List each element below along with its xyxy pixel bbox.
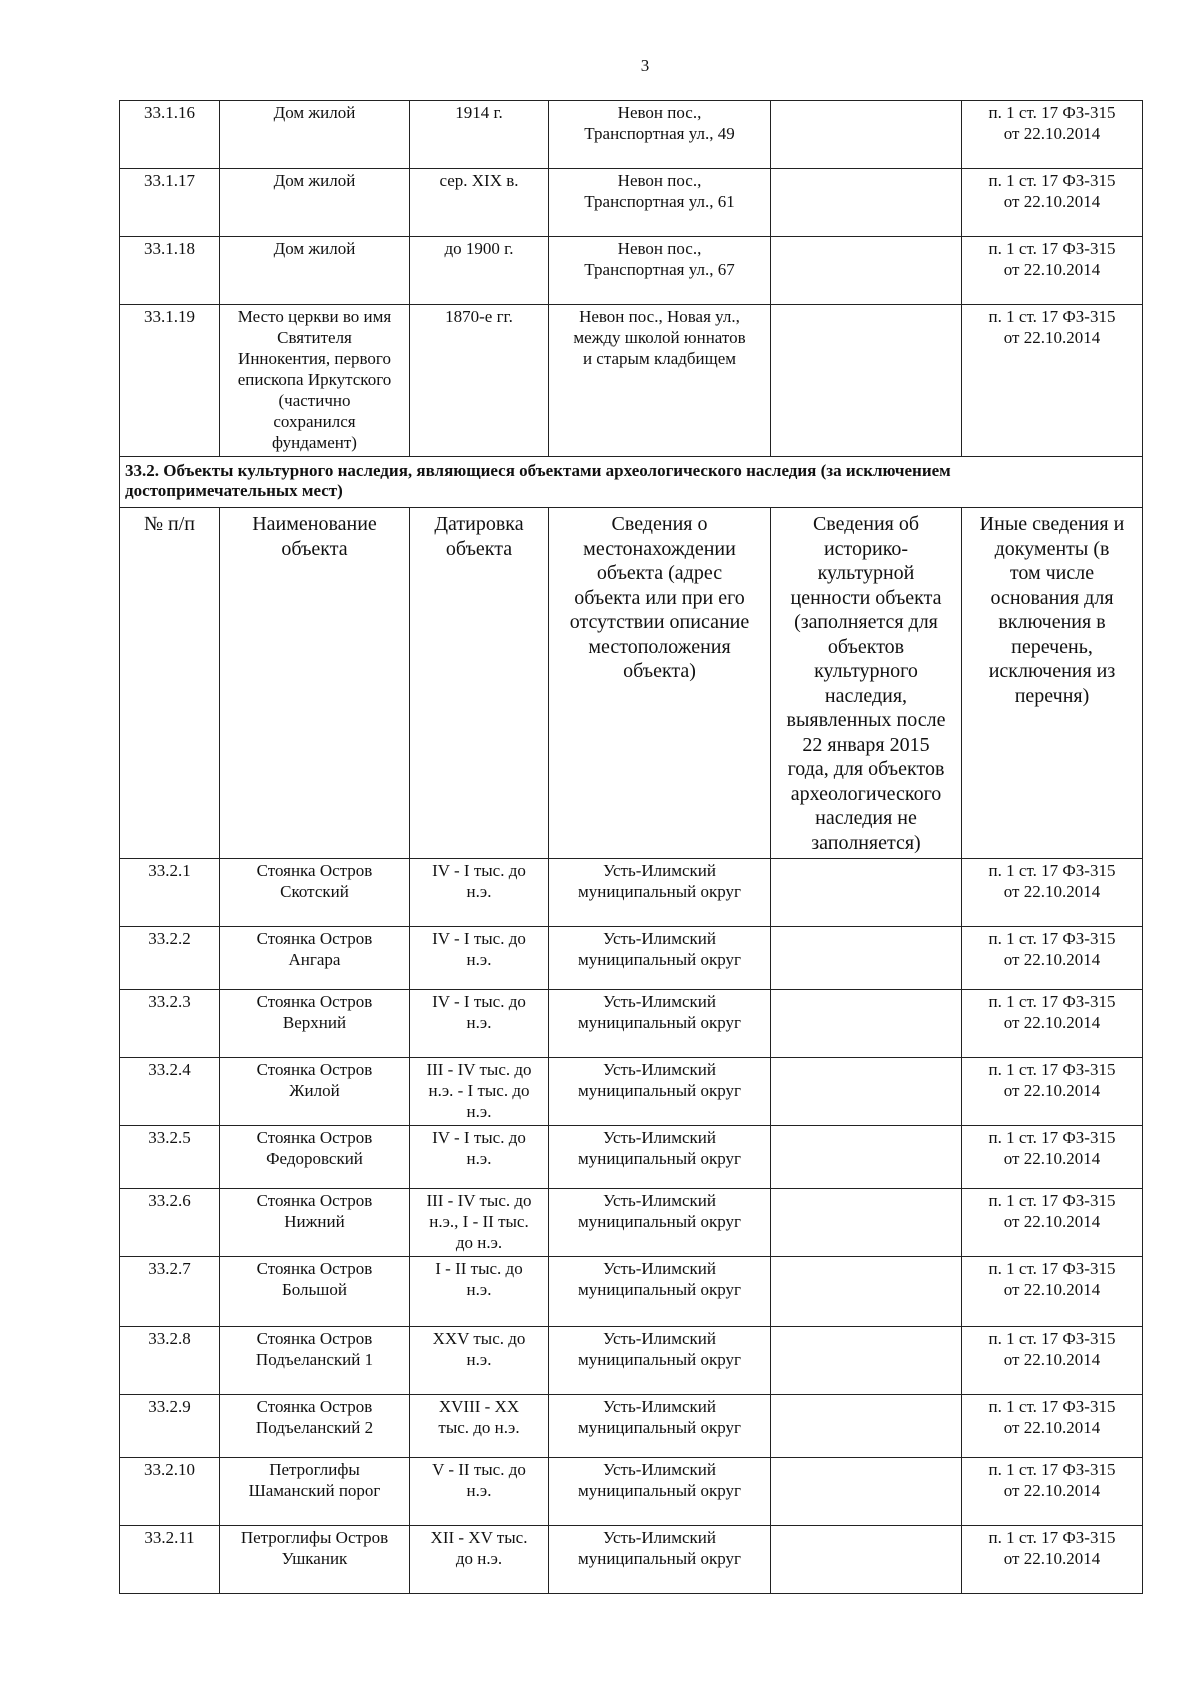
cell-location: [549, 169, 771, 237]
cell-documents: [962, 990, 1143, 1058]
cell-line: от 22.10.2014: [1003, 260, 1101, 279]
cell-line: Невон пос.,: [617, 171, 702, 190]
cell-line: Усть-Илимский: [603, 1060, 716, 1079]
table-row: [120, 305, 1143, 457]
cell-line: 22 января 2015: [802, 733, 930, 756]
cell-number: 33.2.9: [120, 1395, 220, 1458]
cell-line: н.э.: [466, 950, 492, 969]
cell-dating: [410, 1189, 549, 1257]
cell-name: [220, 1058, 410, 1126]
cell-line: п. 1 ст. 17 ФЗ-315: [988, 1259, 1116, 1278]
cell-cultural-value: [771, 1257, 962, 1327]
cell-name: [220, 859, 410, 927]
cell-number: 33.1.16: [120, 101, 220, 169]
table-row: [120, 1395, 1143, 1458]
header-num: [120, 508, 220, 859]
cell-documents: [962, 1327, 1143, 1395]
cell-line: п. 1 ст. 17 ФЗ-315: [988, 1528, 1116, 1547]
cell-line: Место церкви во имя: [237, 307, 392, 326]
cell-line: муниципальный округ: [577, 1013, 742, 1032]
cell-line: Транспортная ул., 67: [584, 260, 735, 279]
cell-line: объекта (адрес: [596, 562, 723, 584]
section-title-line: достопримечательных мест): [125, 481, 343, 500]
cell-line: п. 1 ст. 17 ФЗ-315: [988, 307, 1116, 326]
cell-dating: [410, 990, 549, 1058]
cell-name: [220, 990, 410, 1058]
cell-line: сер. XIX в.: [439, 171, 519, 190]
cell-line: от 22.10.2014: [1003, 1280, 1101, 1299]
cell-number: 33.1.19: [120, 305, 220, 457]
cell-line: 1914 г.: [455, 103, 503, 122]
cell-line: п. 1 ст. 17 ФЗ-315: [988, 1191, 1116, 1210]
cell-line: п. 1 ст. 17 ФЗ-315: [988, 1397, 1116, 1416]
cell-line: Стоянка Остров: [256, 1329, 373, 1348]
cell-name: [220, 169, 410, 237]
cell-line: н.э.: [466, 882, 492, 901]
cell-line: объекта или при его: [574, 586, 745, 609]
cell-line: XII - XV тыс.: [430, 1528, 528, 1547]
cell-line: года, для объектов: [787, 758, 945, 780]
table-row: [120, 1257, 1143, 1327]
cell-line: Подъеланский 1: [255, 1350, 374, 1369]
cell-line: Федоровский: [266, 1149, 363, 1168]
cell-documents: [962, 169, 1143, 237]
cell-dating: [410, 305, 549, 457]
cell-line: Дом жилой: [273, 103, 356, 122]
table-header-row: [120, 508, 1143, 859]
cell-line: п. 1 ст. 17 ФЗ-315: [988, 929, 1116, 948]
cell-line: наследия не: [815, 807, 917, 829]
cell-line: III - IV тыс. до: [426, 1191, 532, 1210]
cell-line: Стоянка Остров: [256, 1397, 373, 1416]
cell-line: перечень,: [1011, 635, 1093, 658]
cell-line: Верхний: [282, 1013, 347, 1032]
cell-line: Жилой: [289, 1081, 340, 1100]
cell-line: от 22.10.2014: [1003, 192, 1101, 211]
cell-line: Транспортная ул., 61: [584, 192, 735, 211]
cell-line: п. 1 ст. 17 ФЗ-315: [988, 239, 1116, 258]
cell-line: исключения из: [988, 660, 1116, 682]
cell-line: Невон пос.,: [617, 103, 702, 122]
cell-line: Усть-Илимский: [603, 992, 716, 1011]
cell-line: и старым кладбищем: [582, 349, 737, 368]
cell-line: Стоянка Остров: [256, 1060, 373, 1079]
cell-line: Святителя: [277, 328, 352, 347]
cell-line: ценности объекта: [790, 586, 942, 609]
cell-line: Стоянка Остров: [256, 1128, 373, 1147]
cell-number: 33.2.6: [120, 1189, 220, 1257]
header-date: [410, 508, 549, 859]
cell-line: от 22.10.2014: [1003, 1013, 1101, 1032]
cell-line: н.э.: [466, 1102, 492, 1121]
cell-line: н.э.: [466, 1149, 492, 1168]
cell-line: от 22.10.2014: [1003, 1081, 1101, 1100]
cell-location: [549, 990, 771, 1058]
cell-number: 33.1.18: [120, 237, 220, 305]
table-row: [120, 1189, 1143, 1257]
cell-dating: [410, 1327, 549, 1395]
cell-location: [549, 927, 771, 990]
cell-line: IV - I тыс. до: [432, 929, 526, 948]
cell-line: объектов: [827, 635, 905, 658]
cell-line: Ангара: [288, 950, 341, 969]
cell-line: н.э.: [466, 1481, 492, 1500]
header-location: [549, 508, 771, 859]
cell-line: местонахождении: [583, 537, 736, 560]
cell-line: перечня): [1014, 684, 1090, 707]
cell-line: Стоянка Остров: [256, 1259, 373, 1278]
cell-line: историко-: [823, 537, 909, 560]
cell-line: муниципальный округ: [577, 1481, 742, 1500]
cell-number: 33.2.2: [120, 927, 220, 990]
cell-line: муниципальный округ: [577, 1549, 742, 1568]
cell-line: Усть-Илимский: [603, 1397, 716, 1416]
cell-location: [549, 1058, 771, 1126]
cell-number: 33.2.5: [120, 1126, 220, 1189]
cell-location: [549, 1395, 771, 1458]
cell-cultural-value: [771, 1395, 962, 1458]
cell-number: 33.2.4: [120, 1058, 220, 1126]
cell-line: епископа Иркутского: [237, 370, 392, 389]
cell-line: Невон пос., Новая ул.,: [579, 307, 740, 326]
cell-location: [549, 1526, 771, 1594]
cell-line: Нижний: [284, 1212, 345, 1231]
cell-line: Сведения о: [611, 513, 708, 535]
cell-documents: [962, 305, 1143, 457]
cell-line: н.э.: [466, 1350, 492, 1369]
cell-line: Большой: [282, 1280, 347, 1299]
cell-line: до 1900 г.: [444, 239, 514, 258]
cell-dating: [410, 1395, 549, 1458]
cell-line: местоположения: [588, 635, 731, 658]
cell-name: [220, 1327, 410, 1395]
cell-line: № п/п: [143, 513, 196, 535]
cell-line: муниципальный округ: [577, 1149, 742, 1168]
cell-line: муниципальный округ: [577, 1350, 742, 1369]
cell-location: [549, 1189, 771, 1257]
cell-location: [549, 1126, 771, 1189]
cell-line: сохранился: [273, 412, 356, 431]
cell-line: от 22.10.2014: [1003, 882, 1101, 901]
cell-line: документы (в: [994, 537, 1110, 560]
cell-cultural-value: [771, 1526, 962, 1594]
cell-line: Иные сведения и: [979, 513, 1125, 535]
table-row: [120, 1058, 1143, 1126]
cell-cultural-value: [771, 1458, 962, 1526]
cell-line: от 22.10.2014: [1003, 124, 1101, 143]
cell-line: до н.э.: [455, 1549, 503, 1568]
table-row: [120, 1526, 1143, 1594]
cell-line: наследия,: [824, 684, 908, 707]
cell-dating: [410, 1526, 549, 1594]
header-name: [220, 508, 410, 859]
table-row: [120, 1458, 1143, 1526]
cell-line: Иннокентия, первого: [238, 349, 391, 368]
cell-line: н.э., I - II тыс.: [429, 1212, 529, 1231]
cell-cultural-value: [771, 1189, 962, 1257]
cell-number: 33.2.11: [120, 1526, 220, 1594]
cell-line: (частично: [278, 391, 351, 410]
cell-line: п. 1 ст. 17 ФЗ-315: [988, 992, 1116, 1011]
section-title: [120, 457, 1143, 508]
cell-line: п. 1 ст. 17 ФЗ-315: [988, 1128, 1116, 1147]
cell-documents: [962, 927, 1143, 990]
cell-cultural-value: [771, 927, 962, 990]
cell-documents: [962, 237, 1143, 305]
cell-line: от 22.10.2014: [1003, 1418, 1101, 1437]
cell-cultural-value: [771, 169, 962, 237]
cell-name: [220, 237, 410, 305]
cell-name: [220, 1395, 410, 1458]
cell-location: [549, 1257, 771, 1327]
cell-line: III - IV тыс. до: [426, 1060, 532, 1079]
cell-name: [220, 305, 410, 457]
cell-line: от 22.10.2014: [1003, 1212, 1101, 1231]
section-title-line: 33.2. Объекты культурного наследия, являющиеся объектами археологического наследия (за исключением: [125, 461, 951, 480]
cell-documents: [962, 1058, 1143, 1126]
cell-line: Усть-Илимский: [603, 1191, 716, 1210]
cell-dating: [410, 1458, 549, 1526]
cell-dating: [410, 927, 549, 990]
cell-line: Усть-Илимский: [603, 1528, 716, 1547]
cell-line: IV - I тыс. до: [432, 1128, 526, 1147]
table-row: [120, 1126, 1143, 1189]
table-row: [120, 859, 1143, 927]
cell-cultural-value: [771, 1058, 962, 1126]
cell-documents: [962, 1395, 1143, 1458]
cell-line: V - II тыс. до: [432, 1460, 526, 1479]
cell-line: от 22.10.2014: [1003, 1549, 1101, 1568]
cell-location: [549, 1458, 771, 1526]
cell-location: [549, 1327, 771, 1395]
table-row: [120, 169, 1143, 237]
cell-line: выявленных после: [786, 709, 946, 731]
cell-line: муниципальный округ: [577, 1081, 742, 1100]
cell-line: основания для: [990, 586, 1114, 609]
cell-line: Скотский: [280, 882, 349, 901]
cell-line: п. 1 ст. 17 ФЗ-315: [988, 171, 1116, 190]
cell-line: п. 1 ст. 17 ФЗ-315: [988, 1460, 1116, 1479]
cell-line: Стоянка Остров: [256, 929, 373, 948]
cell-cultural-value: [771, 859, 962, 927]
cell-line: Подъеланский 2: [255, 1418, 374, 1437]
cell-number: 33.2.7: [120, 1257, 220, 1327]
cell-number: 33.2.3: [120, 990, 220, 1058]
cell-line: н.э.: [466, 1280, 492, 1299]
cell-line: п. 1 ст. 17 ФЗ-315: [988, 861, 1116, 880]
cell-line: XVIII - XX: [438, 1397, 520, 1416]
heritage-table: [119, 100, 1143, 1594]
cell-line: отсутствии описание: [569, 611, 750, 633]
cell-line: до н.э.: [455, 1233, 503, 1252]
cell-dating: [410, 1257, 549, 1327]
cell-location: [549, 859, 771, 927]
cell-line: заполняется): [811, 831, 921, 854]
cell-documents: [962, 1458, 1143, 1526]
cell-documents: [962, 1526, 1143, 1594]
cell-line: Стоянка Остров: [256, 1191, 373, 1210]
cell-line: Усть-Илимский: [603, 1128, 716, 1147]
cell-dating: [410, 169, 549, 237]
cell-line: Дом жилой: [273, 239, 356, 258]
cell-line: Наименование: [252, 513, 377, 535]
cell-line: Невон пос.,: [617, 239, 702, 258]
cell-line: Транспортная ул., 49: [584, 124, 735, 143]
cell-dating: [410, 859, 549, 927]
cell-location: [549, 305, 771, 457]
cell-name: [220, 1526, 410, 1594]
cell-line: от 22.10.2014: [1003, 328, 1101, 347]
cell-line: археологического: [790, 782, 942, 805]
cell-documents: [962, 859, 1143, 927]
cell-documents: [962, 1189, 1143, 1257]
table-row: [120, 101, 1143, 169]
cell-cultural-value: [771, 990, 962, 1058]
cell-line: Усть-Илимский: [603, 929, 716, 948]
cell-name: [220, 1458, 410, 1526]
cell-line: Датировка: [434, 513, 524, 535]
cell-number: 33.1.17: [120, 169, 220, 237]
cell-name: [220, 1257, 410, 1327]
cell-line: (заполняется для: [794, 611, 938, 633]
cell-name: [220, 1126, 410, 1189]
cell-name: [220, 927, 410, 990]
cell-line: Дом жилой: [273, 171, 356, 190]
cell-cultural-value: [771, 1126, 962, 1189]
cell-line: том числе: [1009, 562, 1095, 584]
cell-cultural-value: [771, 1327, 962, 1395]
header-info: [771, 508, 962, 859]
cell-line: объекта: [445, 537, 513, 560]
cell-line: п. 1 ст. 17 ФЗ-315: [988, 1329, 1116, 1348]
cell-dating: [410, 101, 549, 169]
cell-dating: [410, 1058, 549, 1126]
cell-line: IV - I тыс. до: [432, 992, 526, 1011]
cell-line: от 22.10.2014: [1003, 1481, 1101, 1500]
cell-line: н.э. - I тыс. до: [428, 1081, 530, 1100]
cell-line: I - II тыс. до: [435, 1259, 523, 1278]
cell-line: Стоянка Остров: [256, 992, 373, 1011]
page-number: 3: [640, 56, 650, 75]
cell-line: муниципальный округ: [577, 1418, 742, 1437]
table-row: [120, 1327, 1143, 1395]
cell-number: 33.2.8: [120, 1327, 220, 1395]
cell-location: [549, 101, 771, 169]
cell-line: Петроглифы: [269, 1460, 360, 1479]
cell-line: Ушканик: [281, 1549, 348, 1568]
cell-line: н.э.: [466, 1013, 492, 1032]
cell-line: IV - I тыс. до: [432, 861, 526, 880]
cell-cultural-value: [771, 237, 962, 305]
section-row: [120, 457, 1143, 508]
cell-line: от 22.10.2014: [1003, 950, 1101, 969]
cell-line: 1870-е гг.: [445, 307, 513, 326]
cell-line: муниципальный округ: [577, 882, 742, 901]
cell-number: 33.2.1: [120, 859, 220, 927]
cell-line: между школой юннатов: [573, 328, 746, 347]
cell-documents: [962, 101, 1143, 169]
cell-line: культурного: [814, 660, 918, 682]
cell-documents: [962, 1257, 1143, 1327]
cell-dating: [410, 237, 549, 305]
cell-line: Стоянка Остров: [256, 861, 373, 880]
cell-line: Усть-Илимский: [603, 861, 716, 880]
cell-line: муниципальный округ: [577, 1212, 742, 1231]
cell-dating: [410, 1126, 549, 1189]
cell-line: тыс. до н.э.: [438, 1418, 520, 1437]
cell-location: [549, 237, 771, 305]
cell-line: объекта: [281, 537, 348, 560]
cell-cultural-value: [771, 305, 962, 457]
cell-name: [220, 1189, 410, 1257]
cell-line: муниципальный округ: [577, 1280, 742, 1299]
cell-line: Усть-Илимский: [603, 1460, 716, 1479]
cell-line: Сведения об: [812, 513, 920, 535]
cell-line: п. 1 ст. 17 ФЗ-315: [988, 103, 1116, 122]
header-docs: [962, 508, 1143, 859]
table-row: [120, 990, 1143, 1058]
cell-line: от 22.10.2014: [1003, 1149, 1101, 1168]
cell-documents: [962, 1126, 1143, 1189]
cell-line: фундамент): [272, 433, 357, 452]
cell-line: Шаманский порог: [248, 1481, 381, 1500]
table-row: [120, 927, 1143, 990]
cell-line: объекта): [623, 660, 696, 682]
cell-line: культурной: [817, 562, 915, 584]
cell-number: 33.2.10: [120, 1458, 220, 1526]
cell-line: Петроглифы Остров: [240, 1528, 389, 1547]
table-row: [120, 237, 1143, 305]
cell-line: Усть-Илимский: [603, 1259, 716, 1278]
cell-line: п. 1 ст. 17 ФЗ-315: [988, 1060, 1116, 1079]
cell-line: включения в: [998, 611, 1106, 633]
cell-line: XXV тыс. до: [432, 1329, 526, 1348]
cell-name: [220, 101, 410, 169]
cell-line: Усть-Илимский: [603, 1329, 716, 1348]
cell-line: муниципальный округ: [577, 950, 742, 969]
cell-cultural-value: [771, 101, 962, 169]
cell-line: от 22.10.2014: [1003, 1350, 1101, 1369]
